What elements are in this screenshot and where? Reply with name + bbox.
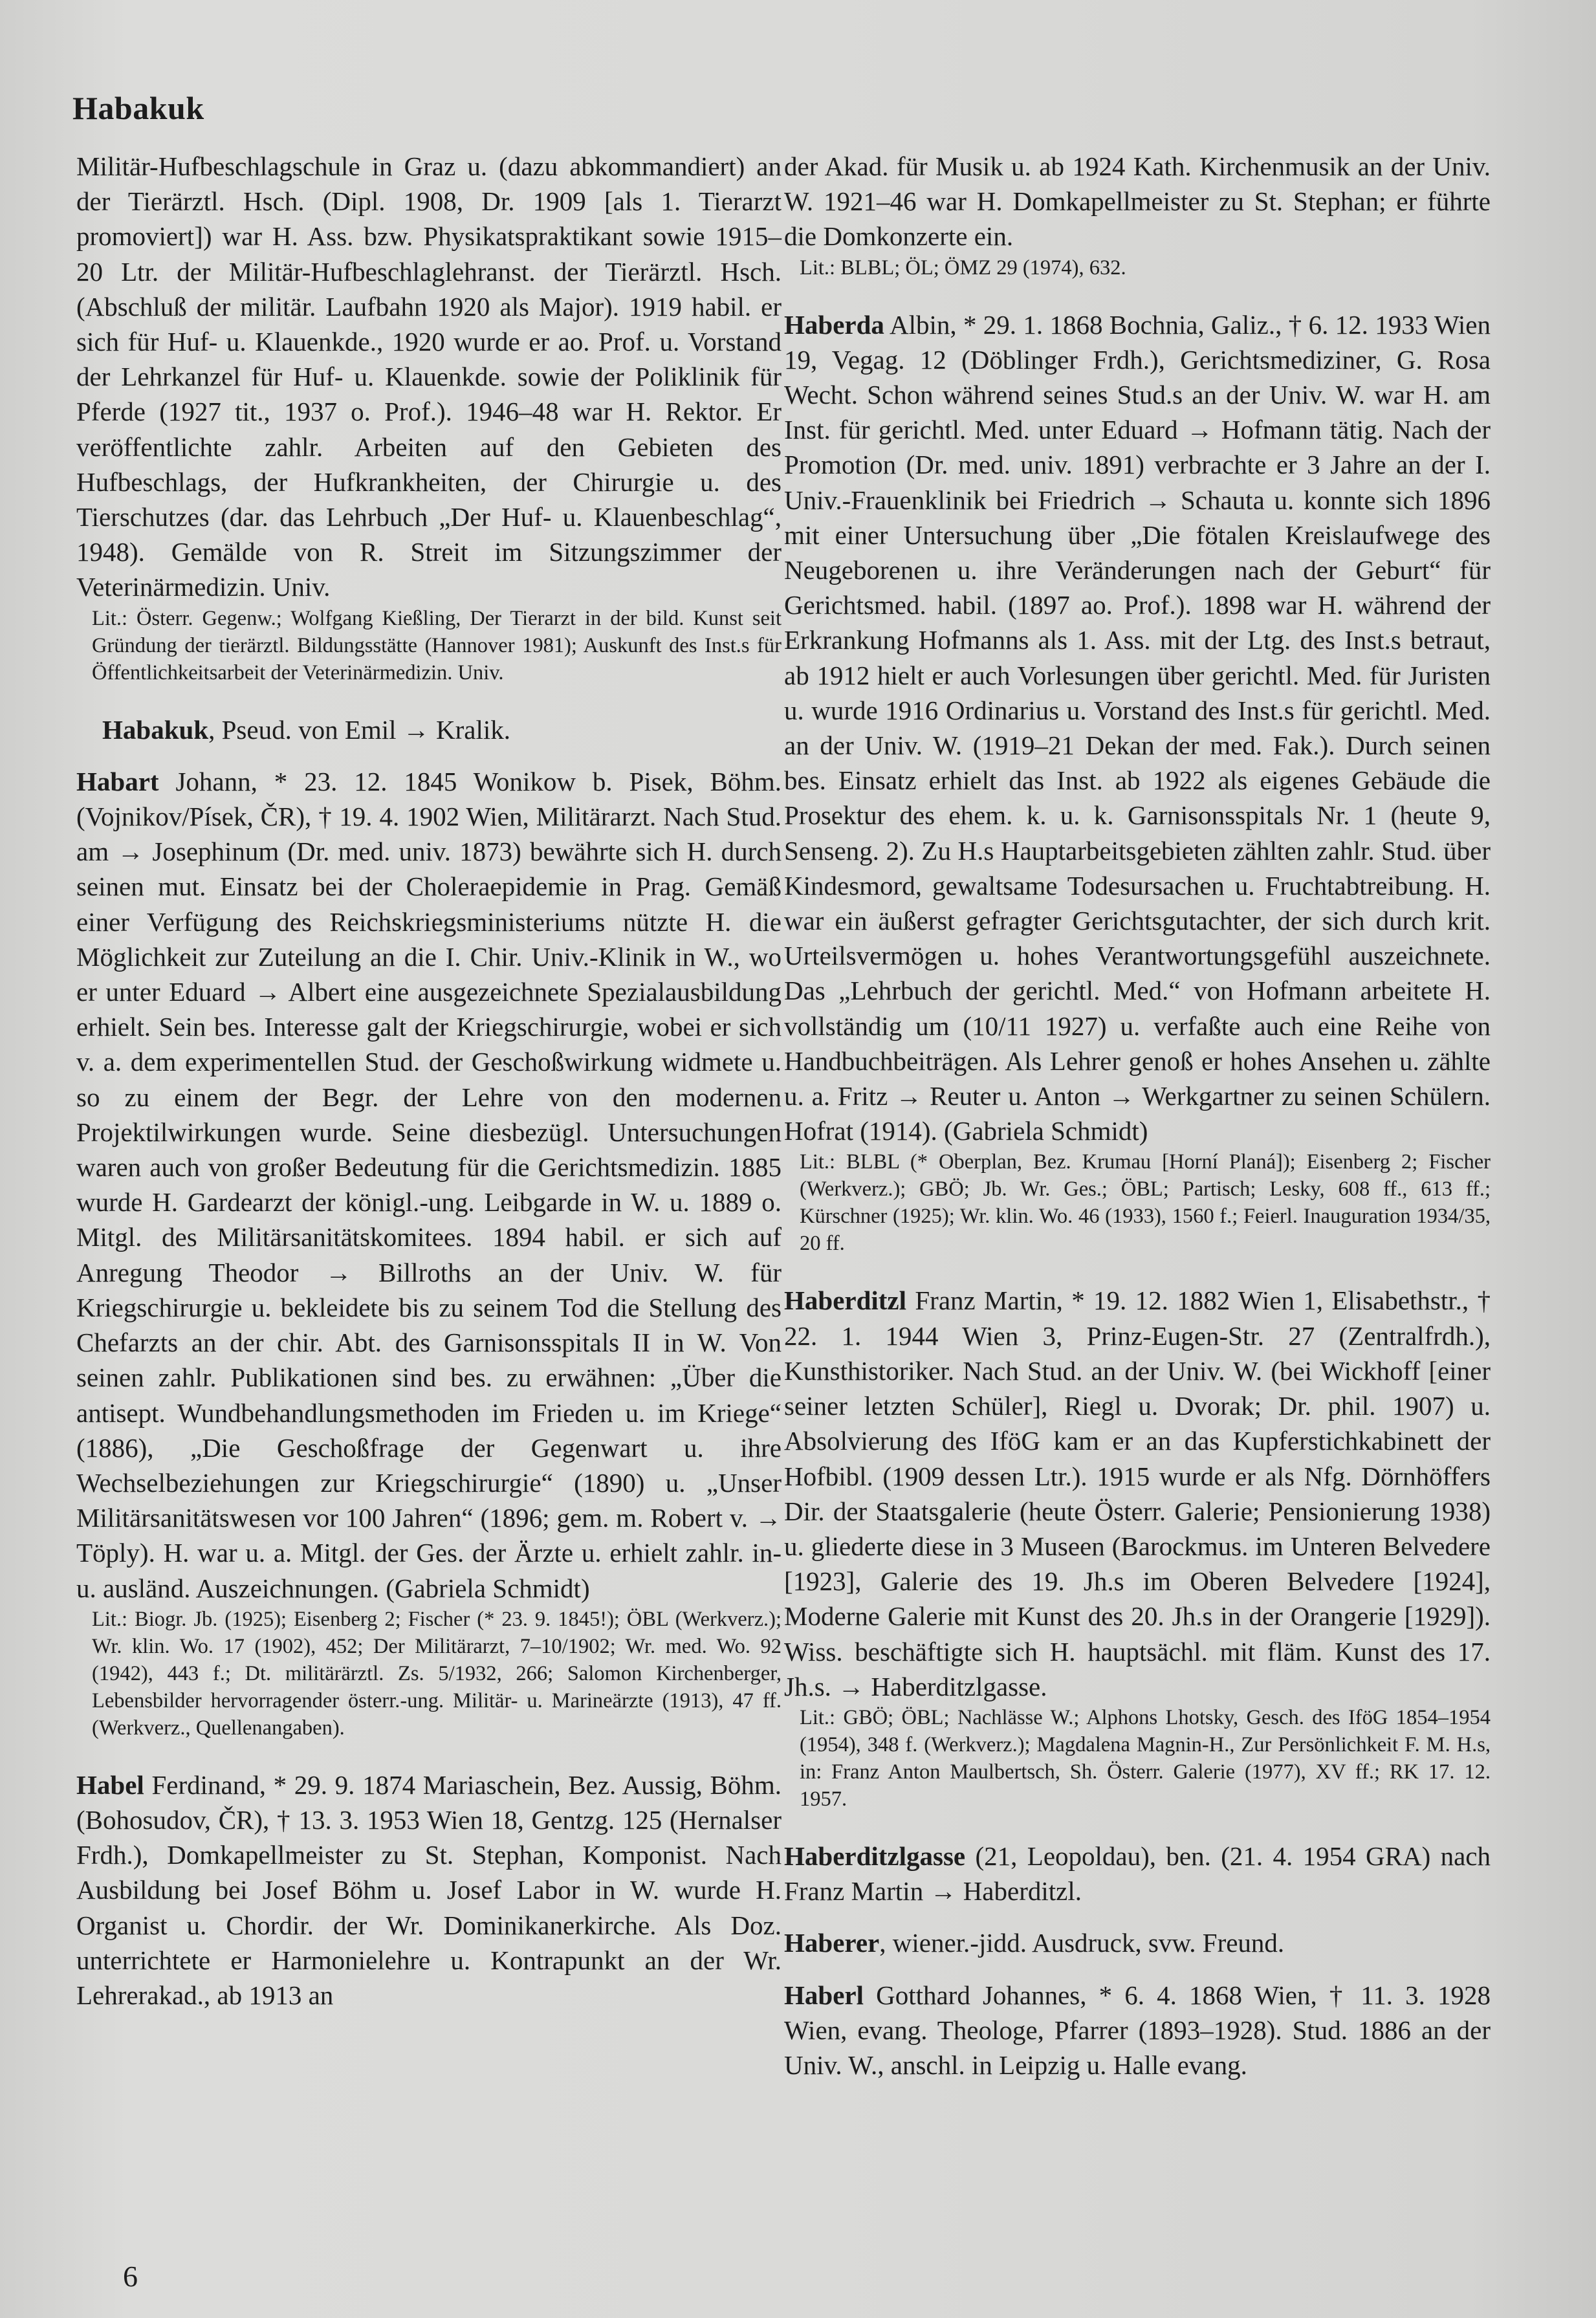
left-column [76, 149, 782, 2013]
entry-text: Johann, * 23. 12. 1845 Wonikow b. Pisek, Böhm. (Vojnikov/Písek, ČR), † 19. 4. 1902 Wien, Militärarzt. Nach Stud. am → Josephinum (Dr. med. univ. 1873) bewährte sich H. durch seinen mut. Einsatz bei der Choleraepidemie in Prag. Gemäß einer Verfügung des Reichskriegsministeriums nützte H. die Möglichkeit zur Zuteilung an die I. Chir. Univ.-Klinik in W., wo er unter Eduard → Albert eine ausgezeichnete Spezialausbildung erhielt. Sein bes. Interesse galt der Kriegschirurgie, wobei er sich v. a. dem experimentellen Stud. der Geschoßwirkung widmete u. so zu einem der Begr. der Lehre von den modernen Projektilwirkungen wurde. Seine diesbezügl. Untersuchungen waren auch von großer Bedeutung für die Gerichtsmedizin. 1885 wurde H. Gardearzt der königl.-ung. Leibgarde in W. u. 1889 o. Mitgl. des Militärsanitätskomitees. 1894 habil. er sich auf Anregung Theodor → Billroths an der Univ. W. für Kriegschirurgie u. bekleidete bis zu seinem Tod die Stellung des Chefarzts an der chir. Abt. des Garnisonsspitals II in W. Von seinen zahlr. Publikationen sind bes. zu erwähnen: „Über die antisept. Wundbehandlungsmethoden im Frieden u. im Kriege“ (1886), „Die Geschoßfrage der Gegenwart u. ihre Wechselbeziehungen zur Kriegschirurgie“ (1890) u. „Unser Militärsanitätswesen vor 100 Jahren“ (1896; gem. m. Robert v. → Töply). H. war u. a. Mitgl. der Ges. der Ärzte u. erhielt zahlr. in- u. ausländ. Auszeichnungen. (Gabriela Schmidt) [76, 766, 782, 1603]
entry-habel-continuation [784, 149, 1491, 281]
entry-haberda [784, 307, 1491, 1258]
entry-continuation [76, 149, 782, 686]
right-column [784, 149, 1491, 2083]
literature: Lit.: Österr. Gegenw.; Wolfgang Kießling, Der Tierarzt in der bild. Kunst seit Gründung der tierärztl. Bildungsstätte (Hannover 1981); Auskunft des Inst.s für Öffentlichkeitsarbeit der Veterinärmedizin. Univ. [92, 606, 782, 684]
entry-text: , Pseud. von Emil → Kralik. [208, 714, 511, 745]
entry-habakuk [76, 712, 782, 747]
entry-headword: Haberl [784, 1980, 864, 2010]
entry-headword: Habart [76, 766, 159, 796]
entry-headword: Haberditzlgasse [784, 1841, 966, 1871]
entry-headword: Habel [76, 1769, 144, 1800]
entry-haberditzlgasse [784, 1839, 1491, 1908]
literature: Lit.: GBÖ; ÖBL; Nachlässe W.; Alphons Lhotsky, Gesch. des IföG 1854–1954 (1954), 348 f. (Werkverz.); Magdalena Magnin-H., Zur Persönlichkeit F. M. H.s, in: Franz Anton Maulbertsch, Sh. Österr. Galerie (1977), XV ff.; RK 17. 12. 1957. [800, 1705, 1491, 1811]
entry-text: Albin, * 29. 1. 1868 Bochnia, Galiz., † 6. 12. 1933 Wien 19, Vegag. 12 (Döblinger Frdh.), Gerichtsmediziner, G. Rosa Wecht. Schon während seines Stud.s an der Univ. W. war H. am Inst. für gerichtl. Med. unter Eduard → Hofmann tätig. Nach der Promotion (Dr. med. univ. 1891) verbrachte er 3 Jahre an der I. Univ.-Frauenklinik bei Friedrich → Schauta u. konnte sich 1896 mit einer Untersuchung über „Die fötalen Kreislaufwege des Neugeborenen u. ihre Veränderungen nach der Geburt“ für Gerichtsmed. habil. (1897 ao. Prof.). 1898 war H. während der Erkrankung Hofmanns als 1. Ass. mit der Ltg. des Inst.s betraut, ab 1912 hielt er auch Vorlesungen über gerichtl. Med. für Juristen u. wurde 1916 Ordinarius u. Vorstand des Inst.s für gerichtl. Med. an der Univ. W. (1919–21 Dekan der med. Fak.). Durch seinen bes. Einsatz erhielt das Inst. ab 1922 als eigenes Gebäude die Prosektur des ehem. k. u. k. Garnisonsspitals Nr. 1 (heute 9, Senseng. 2). Zu H.s Hauptarbeitsgebieten zählten zahlr. Stud. über Kindesmord, gewaltsame Todesursachen u. Fruchtabtreibung. H. war ein äußerst gefragter Gerichtsgutachter, der sich durch krit. Urteilsvermögen u. hohes Verantwortungsgefühl auszeichnete. Das „Lehrbuch der gerichtl. Med.“ von Hofmann arbeitete H. vollständig um (10/11 1927) u. verfaßte auch eine Reihe von Handbuchbeiträgen. Als Lehrer genoß er hohes Ansehen u. zählte u. a. Fritz → Reuter u. Anton → Werkgartner zu seinen Schülern. Hofrat (1914). (Gabriela Schmidt) [784, 309, 1491, 1146]
entry-headword: Haberditzl [784, 1285, 907, 1316]
literature: Lit.: BLBL (* Oberplan, Bez. Krumau [Horní Planá]); Eisenberg 2; Fischer (Werkverz.); GBÖ; Jb. Wr. Ges.; ÖBL; Partisch; Lesky, 608 ff., 613 ff.; Kürschner (1925); Wr. klin. Wo. 46 (1933), 1560 f.; Feierl. Inauguration 1934/35, 20 ff. [800, 1150, 1491, 1256]
entry-haberer [784, 1925, 1491, 1960]
page-number: 6 [123, 2260, 138, 2293]
entry-text: Gotthard Johannes, * 6. 4. 1868 Wien, † 11. 3. 1928 Wien, evang. Theologe, Pfarrer (1893–1928). Stud. 1886 an der Univ. W., anschl. in Leipzig u. Halle evang. [784, 1980, 1491, 2080]
entry-text: der Akad. für Musik u. ab 1924 Kath. Kirchenmusik an der Univ. W. 1921–46 war H. Domkapellmeister zu St. Stephan; er führte die Domkonzerte ein. [784, 151, 1491, 252]
entry-text: Franz Martin, * 19. 12. 1882 Wien 1, Elisabethstr., † 22. 1. 1944 Wien 3, Prinz-Eugen-Str. 27 (Zentralfrdh.), Kunsthistoriker. Nach Stud. an der Univ. W. (bei Wickhoff [einer seiner letzten Schüler], Riegl u. Dvorak; Dr. phil. 1907) u. Absolvierung des IföG kam er an das Kupferstichkabinett der Hofbibl. (1909 dessen Ltr.). 1915 wurde er als Nfg. Dörnhöffers Dir. der Staatsgalerie (heute Österr. Galerie; Pensionierung 1938) u. gliederte diese in 3 Museen (Barockmus. im Unteren Belvedere [1923], Galerie des 19. Jh.s im Oberen Belvedere [1924], Moderne Galerie mit Kunst des 20. Jh.s in der Orangerie [1929]). Wiss. beschäftigte sich H. hauptsächl. mit fläm. Kunst des 17. Jh.s. → Haberditzlgasse. [784, 1285, 1491, 1701]
entry-haberl [784, 1978, 1491, 2083]
entry-headword: Habakuk [102, 714, 209, 745]
entry-headword: Haberer [784, 1928, 880, 1958]
entry-haberditzl [784, 1283, 1491, 1812]
entry-headword: Haberda [784, 309, 884, 340]
entry-text: Ferdinand, * 29. 9. 1874 Mariaschein, Bez. Aussig, Böhm. (Bohosudov, ČR), † 13. 3. 1953 Wien 18, Gentzg. 125 (Hernalser Frdh.), Domkapellmeister zu St. Stephan, Komponist. Nach Ausbildung bei Josef Böhm u. Josef Labor in W. wurde H. Organist u. Chordir. der Wr. Dominikanerkirche. Als Doz. unterrichtete er Harmonielehre u. Kontrapunkt an der Wr. Lehrerakad., ab 1913 an [76, 1769, 782, 2010]
literature: Lit.: Biogr. Jb. (1925); Eisenberg 2; Fischer (* 23. 9. 1845!); ÖBL (Werkverz.); Wr. klin. Wo. 17 (1902), 452; Der Militärarzt, 7–10/1902; Wr. med. Wo. 92 (1942), 443 f.; Dt. militärärztl. Zs. 5/1932, 266; Salomon Kirchenberger, Lebensbilder hervorragender österr.-ung. Militär- u. Marineärzte (1913), 47 ff. (Werkverz., Quellenangaben). [92, 1607, 782, 1740]
entry-text: Militär-Hufbeschlagschule in Graz u. (dazu abkommandiert) an der Tierärztl. Hsch. (Dipl. 1908, Dr. 1909 [als 1. Tierarzt promoviert]) war H. Ass. bzw. Physikatspraktikant sowie 1915–20 Ltr. der Militär-Hufbeschlaglehranst. der Tierärztl. Hsch. (Abschluß der militär. Laufbahn 1920 als Major). 1919 habil. er sich für Huf- u. Klauenkde., 1920 wurde er ao. Prof. u. Vorstand der Lehrkanzel für Huf- u. Klauenkde. sowie der Poliklinik für Pferde (1927 tit., 1937 o. Prof.). 1946–48 war H. Rektor. Er veröffentlichte zahlr. Arbeiten auf den Gebieten des Hufbeschlags, der Hufkrankheiten, der Chirurgie u. des Tierschutzes (dar. das Lehrbuch „Der Huf- u. Klauenbeschlag“, 1948). Gemälde von R. Streit im Sitzungszimmer der Veterinärmedizin. Univ. [76, 151, 782, 602]
entry-text: (21, Leopoldau), ben. (21. 4. 1954 GRA) nach Franz Martin → Haberditzl. [784, 1841, 1491, 1907]
literature: Lit.: BLBL; ÖL; ÖMZ 29 (1974), 632. [800, 256, 1126, 279]
entry-text: , wiener.-jidd. Ausdruck, svw. Freund. [879, 1928, 1285, 1958]
running-title: Habakuk [72, 90, 204, 126]
entry-habel [76, 1767, 782, 2013]
entry-habart [76, 764, 782, 1742]
